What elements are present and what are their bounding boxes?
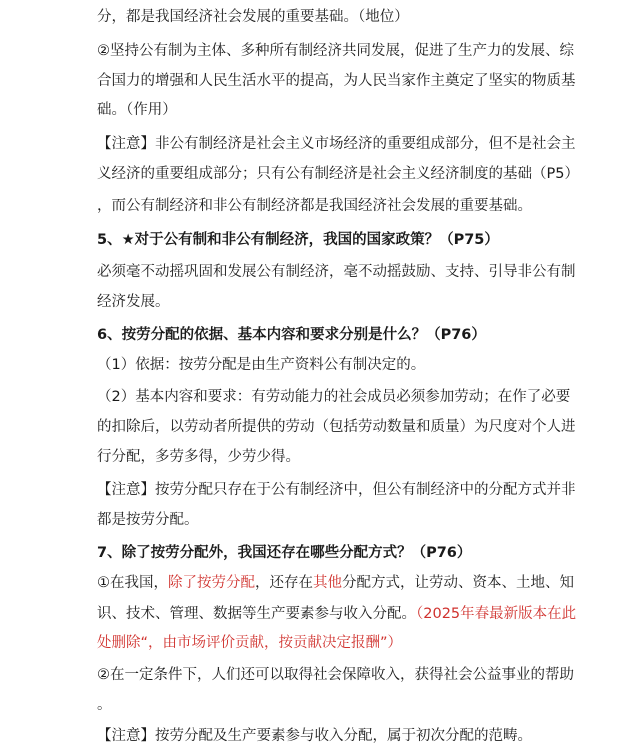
text-line [0,356,640,374]
text-line [0,135,640,153]
text-line [0,42,640,60]
text-segment: 6、按劳分配的依据、基本内容和要求分别是什么？（P76） [97,327,486,343]
section-heading [0,544,640,562]
text-line [0,165,640,183]
text-segment: 义经济的重要组成部分；只有公有制经济是社会主义经济制度的基础（P5） [97,166,579,182]
highlighted-text: 其他 [313,575,342,591]
text-line [0,8,640,26]
text-segment: 识、技术、管理、数据等生产要素参与收入分配。 [97,606,416,622]
highlighted-text: 除了按劳分配 [168,575,255,591]
text-line [0,696,640,714]
highlighted-text: 处删除“，由市场评价贡献，按贡献决定报酬”） [97,635,403,651]
text-line [0,666,640,684]
text-segment: 合国力的增强和人民生活水平的提高，为人民当家作主奠定了坚实的物质基 [97,73,576,89]
text-line [0,727,640,745]
text-segment: ②在一定条件下，人们还可以取得社会保障收入，获得社会公益事业的帮助 [97,667,574,683]
section-heading [0,326,640,344]
text-segment: 【注意】非公有制经济是社会主义市场经济的重要组成部分，但不是社会主 [97,136,576,152]
highlighted-text: （2025年春最新版本在此 [416,606,577,622]
text-segment: ，而公有制经济和非公有制经济都是我国经济社会发展的重要基础。 [97,198,532,214]
text-segment: 必须毫不动摇巩固和发展公有制经济，毫不动摇鼓励、支持、引导非公有制 [97,264,576,280]
text-segment: （1）依据：按劳分配是由生产资料公有制决定的。 [97,357,426,373]
text-line [0,418,640,436]
text-segment: ①在我国， [97,575,168,591]
text-line [0,388,640,406]
text-line [0,634,640,652]
text-segment: 经济发展。 [97,294,170,310]
text-line [0,197,640,215]
text-segment: 。 [97,697,112,713]
text-line [0,481,640,499]
text-segment: 的扣除后，以劳动者所提供的劳动（包括劳动数量和质量）为尺度对个人进 [97,419,576,435]
text-line [0,101,640,119]
text-segment: ②坚持公有制为主体、多种所有制经济共同发展，促进了生产力的发展、综 [97,43,574,59]
section-heading [0,231,640,249]
text-segment: 行分配，多劳多得，少劳少得。 [97,449,300,465]
text-segment: 都是按劳分配。 [97,512,199,528]
text-segment: 分配方式，让劳动、资本、土地、知 [342,575,574,591]
text-line [0,293,640,311]
text-segment: 5、★对于公有制和非公有制经济，我国的国家政策？（P75） [97,232,499,248]
text-line [0,574,640,592]
text-line [0,448,640,466]
text-segment: 【注意】按劳分配只存在于公有制经济中，但公有制经济中的分配方式并非 [97,482,576,498]
text-segment: 分，都是我国经济社会发展的重要基础。（地位） [97,9,409,25]
text-line [0,263,640,281]
text-line [0,72,640,90]
text-segment: 7、除了按劳分配外，我国还存在哪些分配方式？（P76） [97,545,472,561]
text-segment: ，还存在 [255,575,313,591]
text-line [0,511,640,529]
text-segment: 础。（作用） [97,102,177,118]
text-line [0,605,640,623]
text-segment: 【注意】按劳分配及生产要素参与收入分配，属于初次分配的范畴。 [97,728,532,744]
text-segment: （2）基本内容和要求：有劳动能力的社会成员必须参加劳动；在作了必要 [97,389,571,405]
